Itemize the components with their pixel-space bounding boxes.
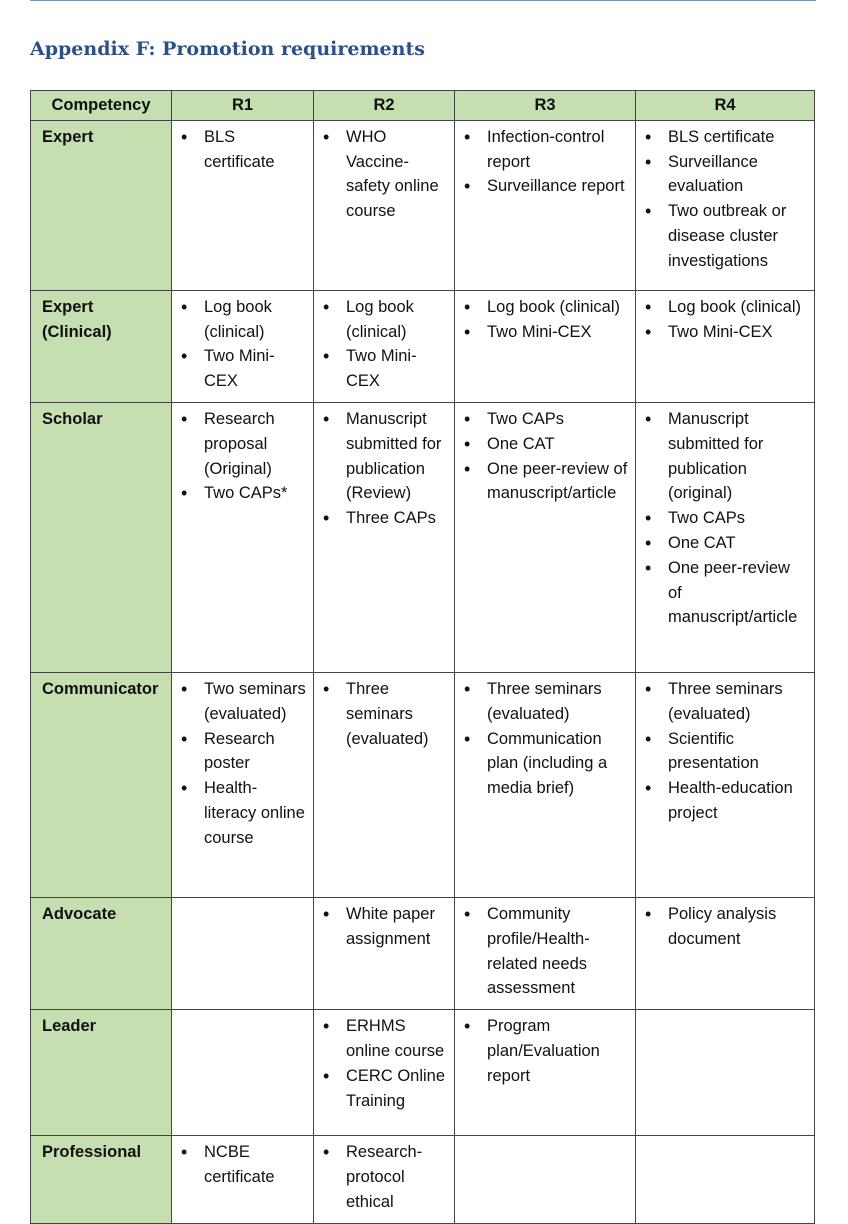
- requirement-cell-r3: [455, 402, 636, 672]
- requirement-cell-r2: [314, 897, 455, 1009]
- competency-cell: Leader: [31, 1010, 172, 1136]
- requirement-item: • CERC Online Training: [346, 1064, 448, 1114]
- table-row: [31, 402, 815, 672]
- page-title: Appendix F: Promotion requirements: [30, 38, 425, 60]
- requirement-item: • One CAT: [487, 432, 629, 457]
- requirement-item: • BLS certificate: [668, 125, 808, 150]
- top-rule: [30, 0, 816, 1]
- requirement-item: • Three seminars (evaluated): [346, 677, 448, 751]
- requirement-item: • Infection-control report: [487, 125, 629, 175]
- requirement-item: • Two Mini-CEX: [487, 320, 629, 345]
- requirement-list: [461, 407, 629, 506]
- table-row: [31, 672, 815, 897]
- requirement-list: [178, 407, 307, 506]
- requirement-cell-r3: [455, 1010, 636, 1136]
- requirement-item: • Two CAPs: [668, 506, 808, 531]
- requirement-item: • Manuscript submitted for publication (Review): [346, 407, 448, 506]
- requirement-cell-r2: [314, 672, 455, 897]
- requirement-list: [642, 295, 808, 345]
- requirement-cell-r4: [636, 1010, 815, 1136]
- competency-cell: Professional: [31, 1136, 172, 1223]
- table-row: [31, 290, 815, 402]
- requirement-item: • Program plan/Evaluation report: [487, 1014, 629, 1088]
- requirement-cell-r1: [172, 402, 314, 672]
- requirement-list: [320, 125, 448, 224]
- requirement-item: • Research poster: [204, 727, 307, 777]
- requirement-list: [461, 295, 629, 345]
- requirement-item: • NCBE certificate: [204, 1140, 307, 1190]
- requirement-cell-r1: [172, 1136, 314, 1223]
- requirement-item: • Two seminars (evaluated): [204, 677, 307, 727]
- table-row: [31, 120, 815, 290]
- requirement-cell-r4: [636, 672, 815, 897]
- requirement-item: • Research proposal (Original): [204, 407, 307, 481]
- header-r1: R1: [172, 91, 314, 121]
- requirement-list: [178, 125, 307, 175]
- table-row: [31, 1136, 815, 1223]
- requirement-list: [320, 407, 448, 531]
- requirement-cell-r2: [314, 120, 455, 290]
- requirement-item: • Three seminars (evaluated): [668, 677, 808, 727]
- requirement-list: [320, 677, 448, 751]
- requirement-item: • Manuscript submitted for publication (original): [668, 407, 808, 506]
- requirement-item: • Health-education project: [668, 776, 808, 826]
- requirement-cell-r4: [636, 290, 815, 402]
- requirement-item: • Two Mini-CEX: [204, 344, 307, 394]
- requirement-item: • Two Mini-CEX: [346, 344, 448, 394]
- requirement-cell-r1: [172, 897, 314, 1009]
- requirement-list: [320, 1014, 448, 1113]
- requirement-cell-r4: [636, 1136, 815, 1223]
- requirement-item: • Policy analysis document: [668, 902, 808, 952]
- requirement-item: • Two CAPs*: [204, 481, 307, 506]
- requirement-cell-r4: [636, 897, 815, 1009]
- requirement-item: • One peer-review of manuscript/article: [668, 556, 808, 630]
- requirement-item: • Communication plan (including a media brief): [487, 727, 629, 801]
- competency-cell: Expert (Clinical): [31, 290, 172, 402]
- table-row: [31, 897, 815, 1009]
- requirement-item: • Two Mini-CEX: [668, 320, 808, 345]
- requirement-cell-r2: [314, 290, 455, 402]
- requirement-cell-r1: [172, 672, 314, 897]
- requirement-cell-r1: [172, 290, 314, 402]
- header-competency: Competency: [31, 91, 172, 121]
- requirement-list: [178, 1140, 307, 1190]
- requirement-item: • Community profile/Health-related needs assessment: [487, 902, 629, 1001]
- requirement-list: [178, 677, 307, 851]
- requirement-list: [642, 902, 808, 952]
- requirement-item: • Log book (clinical): [487, 295, 629, 320]
- requirement-item: • Log book (clinical): [346, 295, 448, 345]
- requirement-list: [320, 902, 448, 952]
- requirement-list: [461, 1014, 629, 1088]
- requirement-list: [320, 295, 448, 394]
- requirement-item: • Scientific presentation: [668, 727, 808, 777]
- requirement-list: [642, 125, 808, 274]
- requirement-cell-r3: [455, 1136, 636, 1223]
- requirement-item: • Three CAPs: [346, 506, 448, 531]
- requirement-cell-r4: [636, 120, 815, 290]
- requirement-cell-r2: [314, 402, 455, 672]
- requirement-list: [642, 677, 808, 826]
- header-r4: R4: [636, 91, 815, 121]
- requirement-list: [461, 677, 629, 801]
- requirement-item: • Two outbreak or disease cluster investigations: [668, 199, 808, 273]
- requirement-cell-r3: [455, 897, 636, 1009]
- requirement-item: • Research-protocol ethical: [346, 1140, 448, 1214]
- requirement-item: • One CAT: [668, 531, 808, 556]
- requirement-item: • Log book (clinical): [668, 295, 808, 320]
- requirement-cell-r3: [455, 290, 636, 402]
- requirement-item: • Surveillance report: [487, 174, 629, 199]
- requirement-item: • Surveillance evaluation: [668, 150, 808, 200]
- requirement-item: • WHO Vaccine-safety online course: [346, 125, 448, 224]
- requirement-cell-r3: [455, 120, 636, 290]
- requirement-cell-r1: [172, 1010, 314, 1136]
- requirement-item: • ERHMS online course: [346, 1014, 448, 1064]
- header-r3: R3: [455, 91, 636, 121]
- requirement-item: • BLS certificate: [204, 125, 307, 175]
- requirement-cell-r1: [172, 120, 314, 290]
- competency-cell: Advocate: [31, 897, 172, 1009]
- requirement-item: • Two CAPs: [487, 407, 629, 432]
- requirement-list: [320, 1140, 448, 1214]
- header-row: [31, 91, 815, 121]
- requirement-cell-r2: [314, 1010, 455, 1136]
- requirement-list: [642, 407, 808, 630]
- requirement-item: • White paper assignment: [346, 902, 448, 952]
- requirement-item: • Health-literacy online course: [204, 776, 307, 850]
- table-row: [31, 1010, 815, 1136]
- requirement-cell-r3: [455, 672, 636, 897]
- competency-cell: Communicator: [31, 672, 172, 897]
- requirement-cell-r4: [636, 402, 815, 672]
- requirement-item: • Three seminars (evaluated): [487, 677, 629, 727]
- requirement-list: [461, 125, 629, 199]
- competency-cell: Expert: [31, 120, 172, 290]
- requirement-list: [178, 295, 307, 394]
- competency-cell: Scholar: [31, 402, 172, 672]
- requirement-item: • Log book (clinical): [204, 295, 307, 345]
- requirement-list: [461, 902, 629, 1001]
- promotion-requirements-table: [30, 90, 815, 1224]
- requirement-cell-r2: [314, 1136, 455, 1223]
- requirement-item: • One peer-review of manuscript/article: [487, 457, 629, 507]
- header-r2: R2: [314, 91, 455, 121]
